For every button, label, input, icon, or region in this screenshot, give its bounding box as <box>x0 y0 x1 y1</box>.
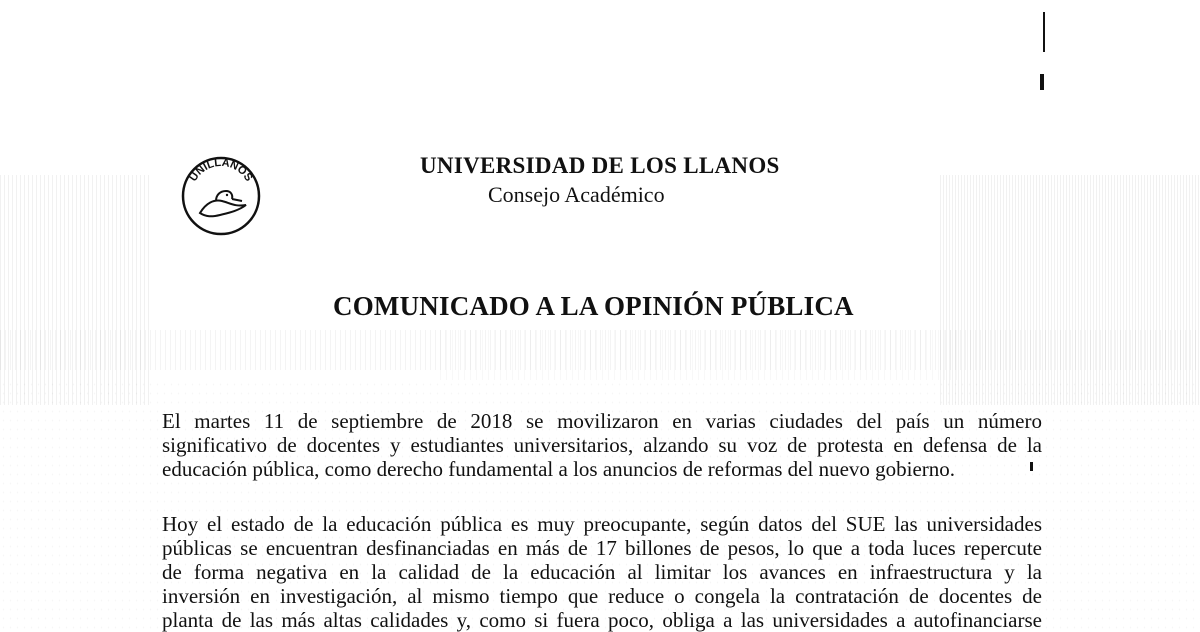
paragraph-2 <box>162 512 1042 632</box>
paragraph-line: planta de las más altas calidades y, como si fuera poco, obliga a las universidades a autofinanciarse <box>162 608 1042 632</box>
scan-mark <box>1043 12 1045 52</box>
seal-text: UNILLANOS <box>187 156 255 184</box>
paragraph-1 <box>162 409 1042 481</box>
paragraph-line: de forma negativa en la calidad de la educación al limitar los avances en infraestructura y la <box>162 560 1042 584</box>
scan-noise-band <box>0 330 1200 370</box>
council-name: Consejo Académico <box>488 182 665 207</box>
svg-text:UNILLANOS <box>187 157 254 184</box>
scan-noise-center <box>440 330 960 380</box>
university-seal-logo <box>180 155 262 237</box>
scan-mark <box>1030 462 1033 471</box>
institution-name: UNIVERSIDAD DE LOS LLANOS <box>420 153 780 178</box>
scan-mark <box>1040 74 1044 90</box>
paragraph-line: Hoy el estado de la educación pública es muy preocupante, según datos del SUE las universidades <box>162 512 1042 536</box>
paragraph-line: educación pública, como derecho fundamental a los anuncios de reformas del nuevo gobierno. <box>162 457 956 481</box>
scan-noise-left <box>0 175 150 405</box>
paragraph-line: inversión en investigación, al mismo tiempo que reduce o congela la contratación de docentes de <box>162 584 1042 608</box>
paragraph-line: significativo de docentes y estudiantes universitarios, alzando su voz de protesta en defensa de la <box>162 433 1042 457</box>
scan-noise-right <box>940 175 1200 405</box>
document-title: COMUNICADO A LA OPINIÓN PÚBLICA <box>333 291 854 321</box>
paragraph-line: públicas se encuentran desfinanciadas en más de 17 billones de pesos, lo que a toda luces repercute <box>162 536 1042 560</box>
paragraph-line: El martes 11 de septiembre de 2018 se movilizaron en varias ciudades del país un número <box>162 409 1042 433</box>
